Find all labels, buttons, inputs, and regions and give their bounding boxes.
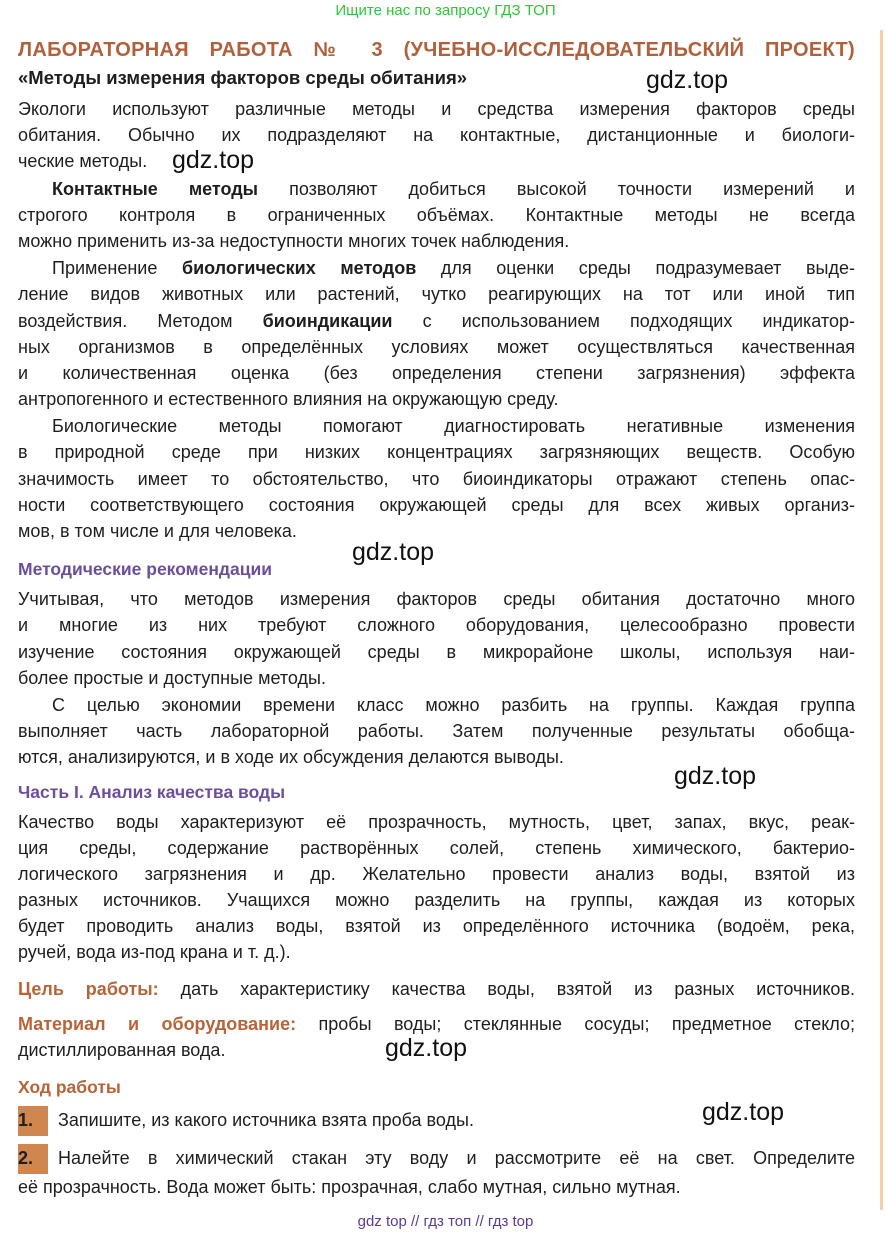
page-content (18, 36, 855, 1200)
text-line (18, 413, 855, 439)
text-line (18, 386, 855, 412)
paragraph (18, 255, 855, 412)
text-segment: мов, в том числе и для человека. (18, 521, 297, 541)
text-line (18, 202, 855, 228)
step-text: Налейте в химический стакан эту воду и рассмотрите её на свет. Определите (58, 1148, 855, 1169)
watermark: gdz.top (172, 146, 255, 174)
text-line (18, 718, 855, 744)
lab-title: ЛАБОРАТОРНАЯ РАБОТА № 3 (УЧЕБНО-ИССЛЕДОВАТЕЛЬСКИЙ ПРОЕКТ) (18, 39, 855, 61)
text-segment: ление видов животных или растений, чутко реагирующих на тот или иной тип (18, 284, 855, 305)
text-line (18, 148, 855, 174)
text-line (18, 939, 855, 965)
procedure-title: Ход работы (18, 1077, 121, 1098)
text-line (18, 228, 855, 254)
bold-term: биологических методов (181, 258, 417, 279)
text-line (18, 96, 855, 122)
text-segment: Качество воды характеризуют её прозрачность, мутность, цвет, запах, вкус, реак- (18, 811, 855, 832)
text-line (18, 809, 855, 835)
step-text: её прозрачность. Вода может быть: прозрачная, слабо мутная, сильно мутная. (18, 1177, 681, 1198)
text-segment: в природной среде при низких концентрациях загрязняющих веществ. Особую (18, 442, 855, 463)
text-segment: антропогенного и естественного влияния на окружающую среду. (18, 389, 559, 410)
step-number-badge: 2. (18, 1144, 48, 1174)
text-segment: можно применить из-за недоступности многих точек наблюдения. (18, 230, 570, 251)
text-segment: позволяют добиться высокой точности измерений и (258, 178, 855, 199)
goal-label: Цель работы: (18, 978, 159, 999)
text-line (18, 518, 855, 544)
watermark: gdz.top (674, 762, 757, 790)
text-segment: логического загрязнения и др. Желательно провести анализ воды, взятой из (18, 863, 855, 884)
goal-text: дать характеристику качества воды, взятой из разных источников. (158, 978, 856, 999)
text-segment: для оценки среды подразумевает выде- (416, 258, 856, 279)
materials-label: Материал и оборудование: (18, 1013, 297, 1034)
text-segment: разных источников. Учащихся можно разделить на группы, каждая из которых (18, 890, 855, 911)
bold-term: Контактные методы (52, 178, 259, 199)
watermark: gdz.top (385, 1034, 468, 1062)
text-line (18, 692, 855, 718)
materials-text-2: дистиллированная вода. (18, 1040, 226, 1060)
text-line (18, 255, 855, 281)
page-edge-line (880, 30, 883, 1210)
text-segment: будет проводить анализ воды, взятой из определённого источника (водоём, река, (18, 916, 855, 937)
text-segment: выполняет часть лабораторной работы. Затем полученные результаты обобща- (18, 721, 855, 742)
text-segment: с использованием подходящих индикатор- (392, 310, 855, 331)
text-line (18, 360, 855, 386)
top-watermark: Ищите нас по запросу ГДЗ ТОП (335, 2, 556, 19)
paragraph (18, 176, 855, 255)
text-segment: С целью экономии времени класс можно разбить на группы. Каждая группа (52, 694, 855, 715)
lab-subtitle: «Методы измерения факторов среды обитания» (18, 67, 468, 88)
text-segment: ных организмов в определённых условиях может осуществляться качественная (18, 336, 855, 357)
section-heading-recommendations: Методические рекомендации (18, 559, 273, 580)
text-segment: значимость имеет то обстоятельство, что биоиндикаторы отражают степень опас- (18, 468, 855, 489)
paragraph (18, 586, 855, 691)
step-number-badge: 1. (18, 1106, 48, 1136)
watermark: gdz.top (702, 1098, 785, 1126)
text-line (18, 586, 855, 612)
text-line (18, 612, 855, 638)
step-line (18, 1174, 855, 1200)
text-line (18, 122, 855, 148)
text-segment: ручей, вода из-под крана и т. д.). (18, 942, 291, 963)
goal (18, 976, 855, 1002)
paragraph (18, 692, 855, 771)
text-segment: воздействия. Методом (18, 310, 263, 331)
text-line (18, 913, 855, 939)
water-analysis-text (18, 809, 855, 966)
step-line (18, 1142, 855, 1174)
section-heading-water-analysis: Часть I. Анализ качества воды (18, 781, 286, 802)
bold-term: биоиндикации (262, 310, 393, 331)
step-text: Запишите, из какого источника взята проба воды. (58, 1110, 474, 1131)
paragraph (18, 96, 855, 175)
text-segment: обитания. Обычно их подразделяют на контактные, дистанционные и биологи- (18, 125, 855, 146)
text-segment: Экологи используют различные методы и средства измерения факторов среды (18, 99, 855, 119)
text-segment: изучение состояния окружающей среды в микрорайоне школы, используя наи- (18, 641, 855, 662)
text-segment: ности соответствующего состояния окружающей среды для всех живых организ- (18, 494, 855, 515)
materials-text: пробы воды; стеклянные сосуды; предметное стекло; (296, 1013, 855, 1034)
paragraph (18, 413, 855, 544)
text-line (18, 887, 855, 913)
text-line (18, 308, 855, 334)
text-line (18, 334, 855, 360)
text-segment: и многие из них требуют сложного оборудования, целесообразно провести (18, 615, 855, 636)
text-line (18, 281, 855, 307)
text-line (18, 861, 855, 887)
text-segment: ческие методы. (18, 151, 148, 172)
text-segment: Применение (52, 258, 182, 279)
watermark: gdz.top (352, 538, 435, 566)
text-line (18, 639, 855, 665)
paragraph (18, 809, 855, 966)
intro-text (18, 96, 855, 544)
text-segment: Учитывая, что методов измерения факторов среды обитания достаточно много (18, 589, 855, 610)
text-line (18, 665, 855, 691)
text-segment: Биологические методы помогают диагностировать негативные изменения (52, 416, 855, 437)
text-segment: строгого контроля в ограниченных объёмах. Контактные методы не всегда (18, 204, 855, 225)
text-line (18, 439, 855, 465)
text-segment: более простые и доступные методы. (18, 667, 326, 688)
text-line (18, 492, 855, 518)
footer-watermark: gdz top // гдз топ // гдз top (357, 1213, 534, 1230)
step-item (18, 1142, 855, 1200)
text-line (18, 835, 855, 861)
text-segment: ются, анализируются, и в ходе их обсуждения делаются выводы. (18, 747, 564, 768)
text-segment: ция среды, содержание растворённых солей, степень химического, бактерио- (18, 837, 855, 858)
text-line (18, 176, 855, 202)
text-line (18, 466, 855, 492)
text-segment: и количественная оценка (без определения степени загрязнения) эффекта (18, 362, 855, 383)
recommendations-text (18, 586, 855, 770)
watermark: gdz.top (646, 66, 729, 94)
